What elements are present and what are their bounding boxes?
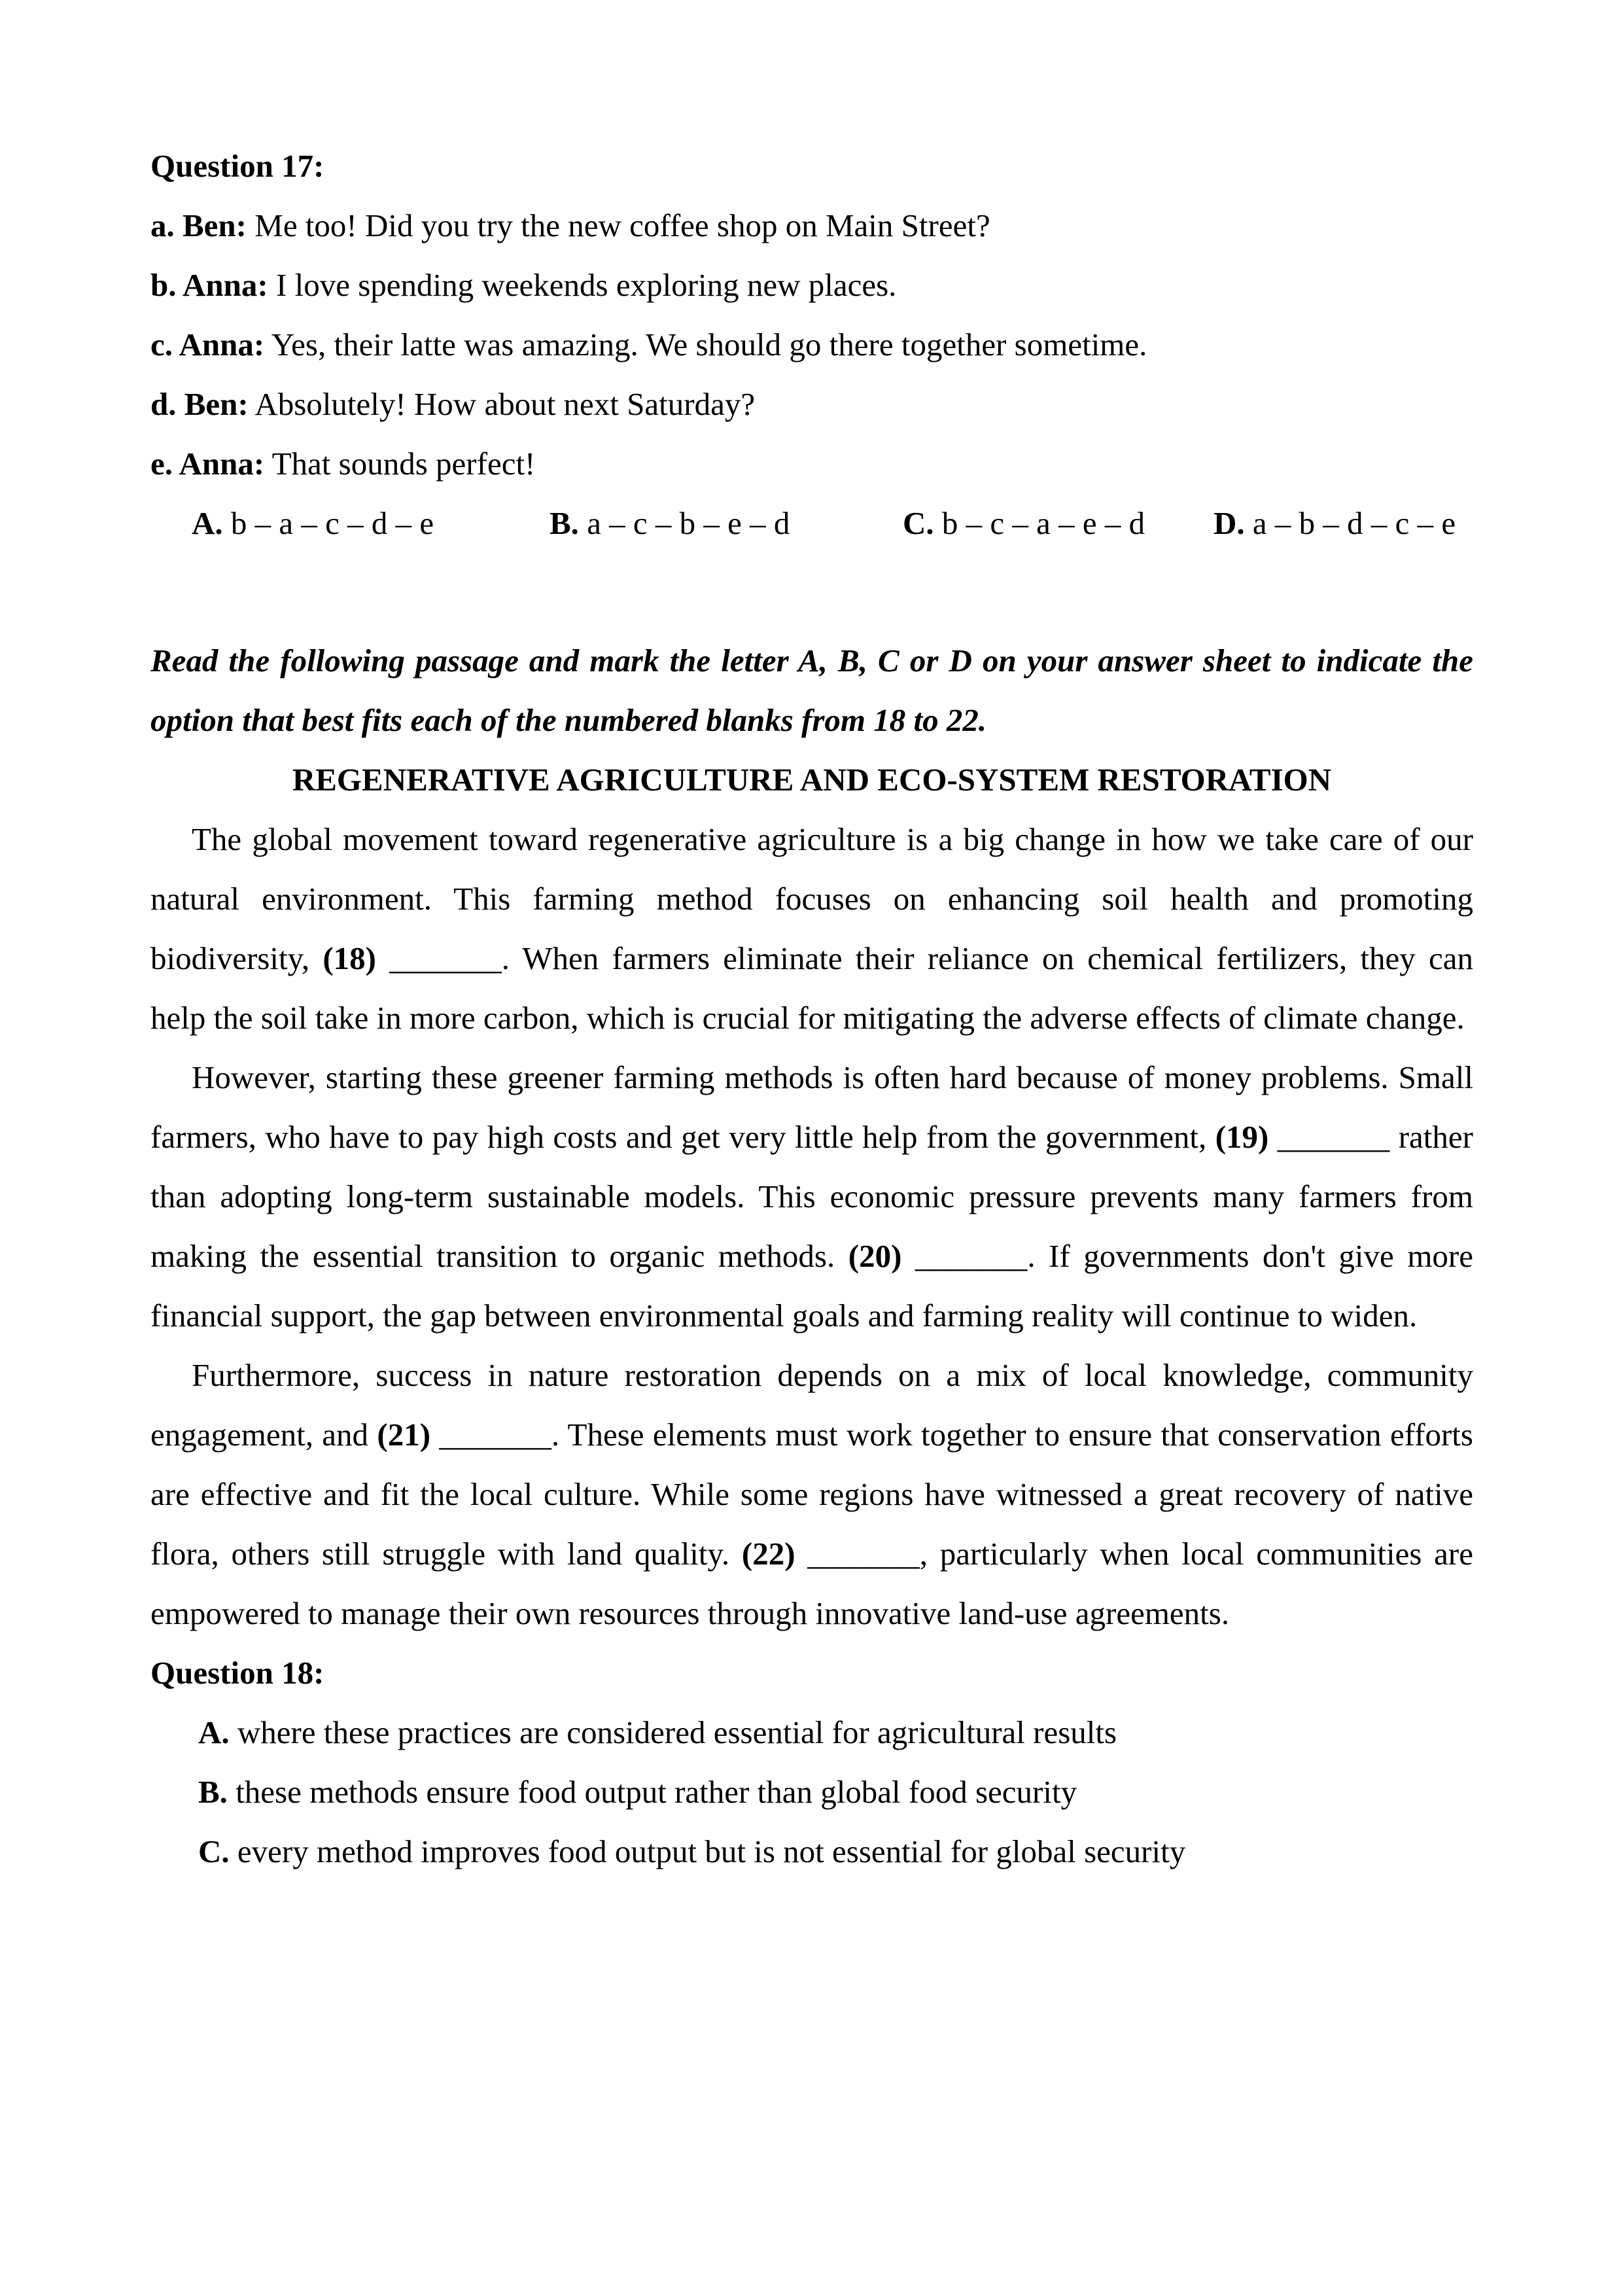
passage-paragraph-2 xyxy=(150,1048,1473,1345)
paragraph3-text: Furthermore, success in nature restoration depends on a mix of local knowledge, community engagement, and xyxy=(150,1357,1473,1453)
dialogue-line-e xyxy=(150,434,1473,493)
dialogue-line-c xyxy=(150,315,1473,374)
q18-option-text-a: where these practices are considered essential for agricultural results xyxy=(229,1714,1117,1750)
dialogue-speaker-b: b. Anna: xyxy=(150,267,268,303)
passage-title: REGENERATIVE AGRICULTURE AND ECO-SYSTEM RESTORATION xyxy=(292,762,1332,798)
q18-option-letter-a: A. xyxy=(198,1714,230,1750)
question17-option-a xyxy=(192,493,550,553)
question17-option-c xyxy=(903,493,1213,553)
dialogue-line-b xyxy=(150,255,1473,315)
question18-option-a xyxy=(150,1703,1473,1762)
paragraph2-text-cont: _______ rather than adopting long-term sustainable models. This economic pressure prevents many farmers from making the essential transition to organic methods. xyxy=(150,1119,1473,1274)
q18-option-text-b: these methods ensure food output rather than global food security xyxy=(227,1774,1077,1810)
q18-option-letter-c: C. xyxy=(198,1833,230,1869)
dialogue-line-d xyxy=(150,374,1473,434)
paragraph1-text-cont: _______. When farmers eliminate their reliance on chemical fertilizers, they can help the soil take in more carbon, which is crucial for mitigating the adverse effects of climate change. xyxy=(150,940,1473,1036)
option-sequence-d: a – b – d – c – e xyxy=(1244,505,1456,541)
dialogue-speaker-d: d. Ben: xyxy=(150,386,249,422)
passage-paragraph-1 xyxy=(150,809,1473,1048)
question18-option-c xyxy=(150,1822,1473,1881)
dialogue-speaker-c: c. Anna: xyxy=(150,327,265,362)
dialogue-line-a xyxy=(150,196,1473,255)
question17-option-d xyxy=(1213,493,1456,553)
blank-20-label: (20) xyxy=(848,1238,902,1274)
dialogue-text-b: I love spending weekends exploring new places. xyxy=(268,267,897,303)
question17-answer-options xyxy=(150,493,1473,553)
dialogue-text-a: Me too! Did you try the new coffee shop on Main Street? xyxy=(247,207,990,243)
passage-instruction: Read the following passage and mark the letter A, B, C or D on your answer sheet to indicate the option that best fits each of the numbered blanks from 18 to 22. xyxy=(150,643,1473,738)
dialogue-text-d: Absolutely! How about next Saturday? xyxy=(248,386,756,422)
option-sequence-c: b – c – a – e – d xyxy=(934,505,1145,541)
q18-option-letter-b: B. xyxy=(198,1774,228,1810)
paragraph2-text: However, starting these greener farming methods is often hard because of money problems. Small farmers, who have to pay high costs and get very little help from the government, xyxy=(150,1059,1473,1155)
question18-option-b xyxy=(150,1762,1473,1822)
dialogue-text-c: Yes, their latte was amazing. We should go there together sometime. xyxy=(264,327,1147,362)
paragraph1-text: The global movement toward regenerative agriculture is a big change in how we take care of our natural environment. This farming method focuses on enhancing soil health and promoting biodiversity, xyxy=(150,821,1473,976)
q18-option-text-c: every method improves food output but is not essential for global security xyxy=(229,1833,1186,1869)
option-letter-d: D. xyxy=(1213,505,1245,541)
blank-18-label: (18) xyxy=(323,940,376,976)
question17-option-b xyxy=(550,493,903,553)
dialogue-text-e: That sounds perfect! xyxy=(264,446,536,482)
dialogue-speaker-a: a. Ben: xyxy=(150,207,247,243)
section-spacer xyxy=(150,553,1473,631)
paragraph3-text-end: _______, particularly when local communities are empowered to manage their own resources through innovative land-use agreements. xyxy=(150,1536,1473,1631)
option-sequence-b: a – c – b – e – d xyxy=(578,505,790,541)
paragraph3-text-cont: _______. These elements must work together to ensure that conservation efforts are effective and fit the local culture. While some regions have witnessed a great recovery of native flora, others still struggle with land quality. xyxy=(150,1417,1473,1572)
question17-label: Question 17: xyxy=(150,148,324,184)
page-content xyxy=(150,136,1473,1881)
blank-19-label: (19) xyxy=(1215,1119,1269,1155)
option-letter-b: B. xyxy=(550,505,579,541)
option-sequence-a: b – a – c – d – e xyxy=(222,505,434,541)
blank-22-label: (22) xyxy=(741,1536,795,1572)
passage-paragraph-3 xyxy=(150,1345,1473,1643)
option-letter-a: A. xyxy=(192,505,223,541)
question18-label: Question 18: xyxy=(150,1655,324,1691)
option-letter-c: C. xyxy=(903,505,934,541)
blank-21-label: (21) xyxy=(377,1417,431,1453)
dialogue-speaker-e: e. Anna: xyxy=(150,446,265,482)
paragraph2-text-end: _______. If governments don't give more financial support, the gap between environmental goals and farming reality will continue to widen. xyxy=(150,1238,1473,1333)
